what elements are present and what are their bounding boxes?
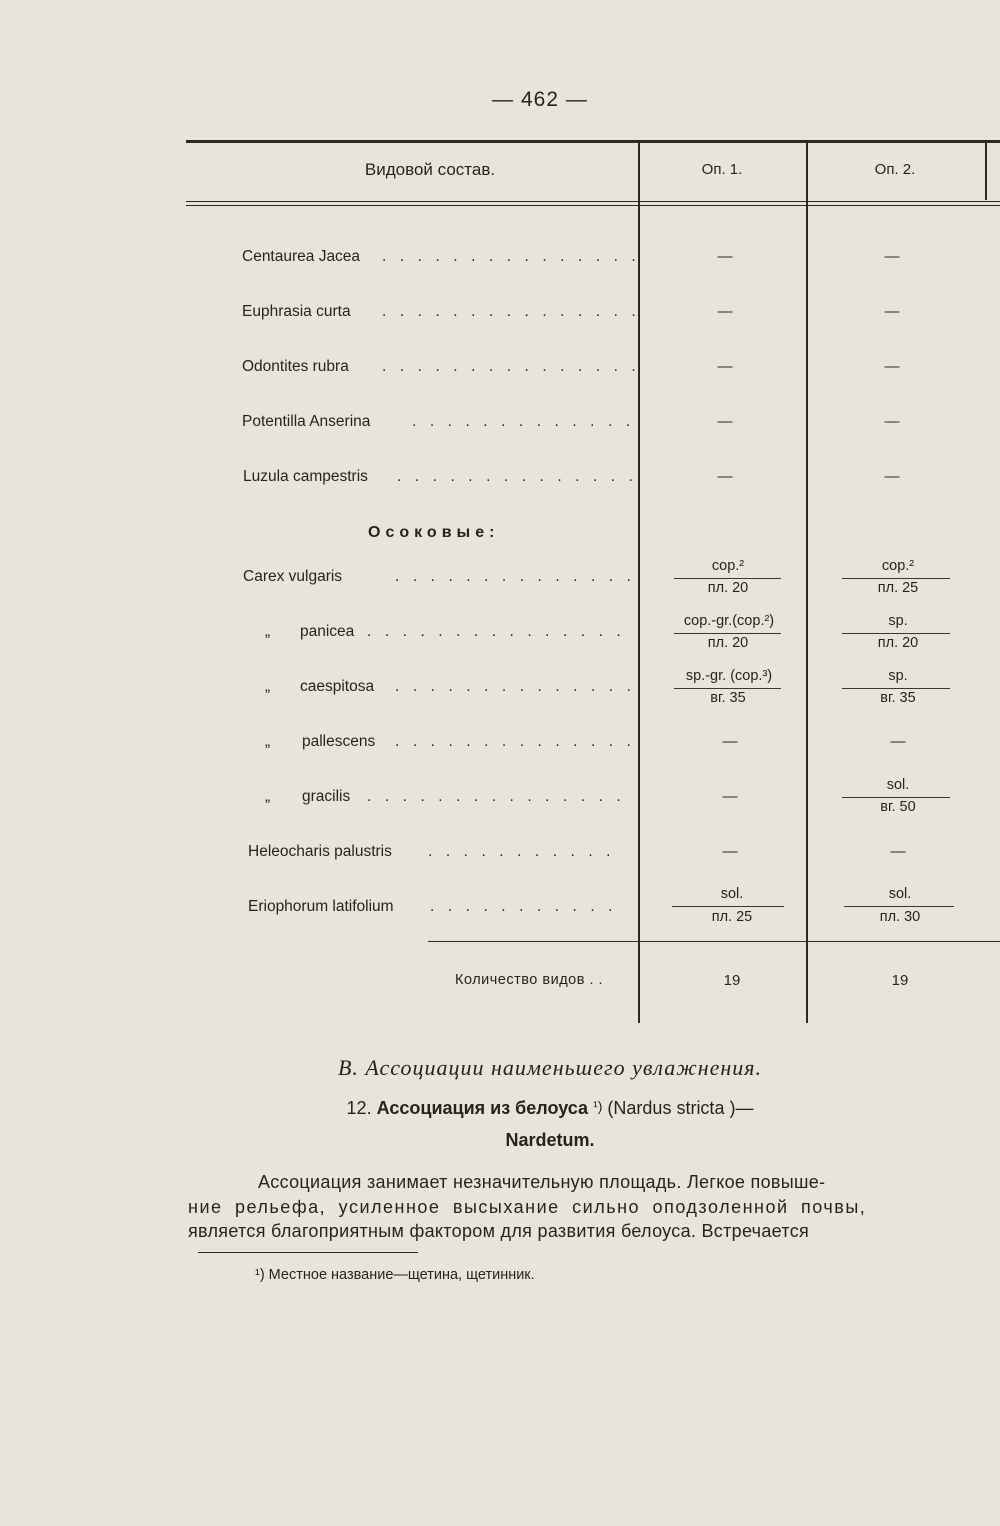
species-name: Potentilla Anserina xyxy=(242,413,371,430)
leader-dots: . . . . . . . . . . . . . . . xyxy=(367,788,626,805)
total-op1: 19 xyxy=(723,972,741,989)
fraction-line xyxy=(842,688,950,689)
association-title: Ассоциация из белоуса xyxy=(376,1098,589,1118)
table-row xyxy=(0,843,1000,867)
total-row xyxy=(0,972,1000,996)
association-latin: (Nardus stricta )— xyxy=(607,1098,754,1118)
op1-abundance: cop.² xyxy=(711,558,745,574)
footnote-rule xyxy=(198,1252,418,1253)
leader-dots: . . . . . . . . . . . . . . xyxy=(395,678,636,695)
leader-dots: . . . . . . . . . . . . . . xyxy=(395,568,636,585)
fraction-line xyxy=(674,688,781,689)
species-name: Euphrasia curta xyxy=(242,303,351,320)
species-name: Luzula campestris xyxy=(243,468,368,485)
op1-coverage: пл. 20 xyxy=(707,635,749,651)
leader-dots: . . . . . . . . . . . . . . xyxy=(395,733,636,750)
table-row xyxy=(0,468,1000,492)
association-heading xyxy=(0,1098,1000,1119)
total-label: Количество видов . . xyxy=(455,972,604,988)
fraction-line xyxy=(842,797,950,798)
leader-dots: . . . . . . . . . . . . . . . xyxy=(382,248,641,265)
fraction-line xyxy=(674,578,781,579)
table-row xyxy=(0,248,1000,272)
leader-dots: . . . . . . . . . . . . . . . xyxy=(367,623,626,640)
association-latin-name: Nardetum. xyxy=(505,1130,595,1150)
fraction-line xyxy=(844,906,954,907)
op2-value: — xyxy=(890,733,906,750)
op1-coverage: вг. 35 xyxy=(710,690,746,706)
total-op2: 19 xyxy=(891,972,909,989)
total-rule xyxy=(428,941,1000,942)
header-species: Видовой состав. xyxy=(364,160,496,179)
op1-abundance: cop.-gr.(cop.²) xyxy=(683,613,775,629)
op2-coverage: вг. 35 xyxy=(880,690,916,706)
species-name: pallescens xyxy=(302,733,376,750)
table-top-rule xyxy=(186,140,1000,143)
table-row xyxy=(0,358,1000,382)
ditto-mark: „ xyxy=(265,678,271,695)
paragraph-line: Ассоциация занимает незначительную площадь. Легкое повыше- xyxy=(258,1172,826,1192)
species-name: Heleocharis palustris xyxy=(248,843,392,860)
op1-value: — xyxy=(722,843,738,860)
page-number: — 462 — xyxy=(492,88,588,111)
op1-coverage: пл. 20 xyxy=(707,580,749,596)
op1-value: — xyxy=(717,248,733,265)
op2-value: — xyxy=(884,303,900,320)
footnote-ref: ¹) xyxy=(593,1098,603,1114)
association-number: 12. xyxy=(346,1098,372,1118)
op2-coverage: пл. 25 xyxy=(877,580,919,596)
species-name: Odontites rubra xyxy=(242,358,349,375)
table-header-bottom-rule xyxy=(186,201,1000,202)
op1-value: — xyxy=(722,788,738,805)
species-name: Carex vulgaris xyxy=(243,568,343,585)
table-header-bottom-rule-2 xyxy=(186,205,1000,206)
op2-value: — xyxy=(884,468,900,485)
op1-value: — xyxy=(717,358,733,375)
leader-dots: . . . . . . . . . . . . . . . xyxy=(382,303,641,320)
column-divider-3 xyxy=(985,143,987,200)
ditto-mark: „ xyxy=(265,623,271,640)
op1-abundance: sol. xyxy=(720,886,744,902)
leader-dots: . . . . . . . . . . . xyxy=(428,843,616,860)
ditto-mark: „ xyxy=(265,788,271,805)
op1-abundance: sp.-gr. (cop.³) xyxy=(685,668,773,684)
fraction-line xyxy=(842,578,950,579)
op2-coverage: вг. 50 xyxy=(880,799,916,815)
leader-dots: . . . . . . . . . . . . . xyxy=(412,413,635,430)
op2-abundance: sol. xyxy=(886,777,910,793)
op1-coverage: пл. 25 xyxy=(711,909,753,925)
table-row xyxy=(0,303,1000,327)
species-name: Centaurea Jacea xyxy=(242,248,361,265)
footnote: ¹) Местное название—щетина, щетинник. xyxy=(255,1267,535,1283)
header-op2: Оп. 2. xyxy=(874,161,916,178)
op2-abundance: cop.² xyxy=(881,558,915,574)
leader-dots: . . . . . . . . . . . . . . . xyxy=(382,358,641,375)
species-name: gracilis xyxy=(302,788,351,805)
table-row xyxy=(0,733,1000,757)
species-name: panicea xyxy=(300,623,355,640)
op2-coverage: пл. 30 xyxy=(879,909,921,925)
section-title-sedges: Осоковые: xyxy=(368,524,500,541)
leader-dots: . . . . . . . . . . . . . . xyxy=(397,468,638,485)
header-op1: Оп. 1. xyxy=(701,161,743,178)
table-row xyxy=(0,413,1000,437)
fraction-line xyxy=(672,906,784,907)
op2-coverage: пл. 20 xyxy=(877,635,919,651)
op1-value: — xyxy=(717,303,733,320)
op2-abundance: sp. xyxy=(888,668,908,684)
section-subheading: В. Ассоциации наименьшего увлажнения. xyxy=(337,1055,763,1080)
paragraph-line: ние рельефа, усиленное высыхание сильно оподзоленной почвы, xyxy=(188,1197,867,1217)
species-name: caespitosa xyxy=(300,678,375,695)
leader-dots: . . . . . . . . . . . xyxy=(430,898,618,915)
ditto-mark: „ xyxy=(265,733,271,750)
op2-abundance: sp. xyxy=(888,613,908,629)
fraction-line xyxy=(842,633,950,634)
op2-value: — xyxy=(890,843,906,860)
op1-value: — xyxy=(717,468,733,485)
paragraph-line: является благоприятным фактором для развития белоуса. Встречается xyxy=(188,1221,810,1241)
op2-abundance: sol. xyxy=(888,886,912,902)
op2-value: — xyxy=(884,358,900,375)
fraction-line xyxy=(674,633,781,634)
op1-value: — xyxy=(717,413,733,430)
op2-value: — xyxy=(884,413,900,430)
op1-value: — xyxy=(722,733,738,750)
species-name: Eriophorum latifolium xyxy=(248,898,394,915)
op2-value: — xyxy=(884,248,900,265)
